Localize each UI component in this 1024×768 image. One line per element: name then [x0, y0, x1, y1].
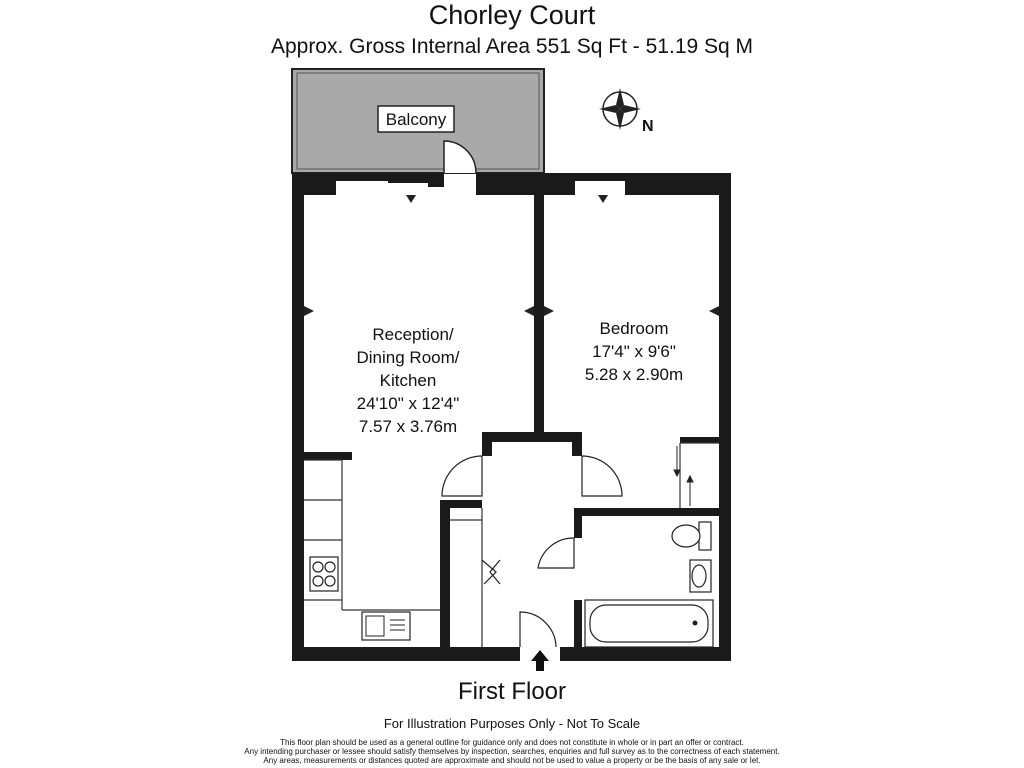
area-subtitle: Approx. Gross Internal Area 551 Sq Ft - 51.19 Sq M	[270, 35, 754, 58]
reception-label-line1: Reception/	[372, 325, 454, 344]
entrance-arrow-icon	[531, 650, 549, 671]
door-bedroom-swing	[582, 456, 622, 496]
disclaimer-text: For Illustration Purposes Only - Not To Scale	[383, 716, 641, 731]
sink-icon	[362, 612, 410, 640]
hob-icon	[310, 557, 338, 591]
door-entrance-swing	[520, 612, 556, 647]
bedroom-dims-metric: 5.28 x 2.90m	[584, 365, 684, 384]
wardrobe	[674, 446, 693, 506]
small-print	[0, 738, 1024, 765]
reception-label-line3: Kitchen	[379, 371, 437, 390]
compass-north-label: N	[642, 118, 654, 135]
bath-icon	[585, 600, 713, 647]
plan-title: Chorley Court	[428, 0, 596, 30]
compass-rose-icon	[599, 88, 654, 135]
small-print-line1: This floor plan should be used as a general outline for guidance only and does not constitute in whole or in part an offer or contract.	[280, 738, 744, 747]
reception-label-line2: Dining Room/	[356, 348, 460, 367]
toilet-icon	[672, 522, 711, 550]
bedroom-dims-imperial: 17'4" x 9'6"	[592, 342, 676, 361]
door-reception-swing	[442, 456, 482, 496]
floor-label: First Floor	[458, 678, 566, 705]
walls	[292, 173, 731, 661]
balcony-label: Balcony	[385, 110, 447, 129]
cupboard-door	[482, 560, 500, 584]
basin-icon	[690, 560, 711, 592]
balcony	[292, 69, 544, 173]
reception-dims-imperial: 24'10" x 12'4"	[356, 394, 460, 413]
small-print-line2: Any intending purchaser or lessee should satisfy themselves by inspection, searches, enquiries and full survey as to the correctness of each statement.	[244, 747, 780, 756]
door-bathroom-swing	[538, 538, 574, 568]
bedroom-label: Bedroom	[599, 319, 669, 338]
small-print-line3: Any areas, measurements or distances quoted are approximate and should not be used to value a property or be the basis of any sale or let.	[263, 756, 761, 765]
reception-dims-metric: 7.57 x 3.76m	[358, 417, 458, 436]
